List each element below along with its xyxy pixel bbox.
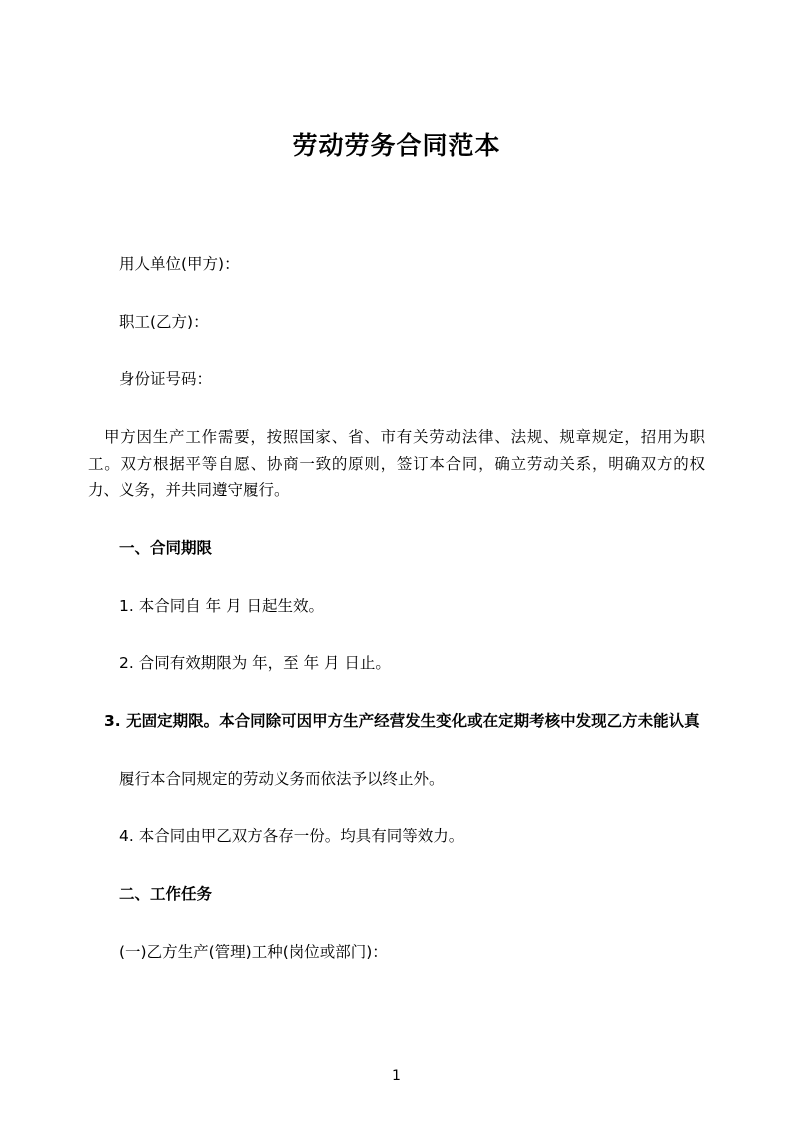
paragraph-preamble: 甲方因生产工作需要，按照国家、省、市有关劳动法律、法规、规章规定，招用为职工。双方根据平等自愿、协商一致的原则，签订本合同，确立劳动关系，明确双方的权力、义务，并共同遵守履行。 <box>88 427 705 500</box>
paragraph-employee-field: 职工(乙方)： <box>119 312 209 331</box>
paragraph-term-item-4: 4. 本合同由甲乙双方各存一份。均具有同等效力。 <box>119 827 465 846</box>
paragraph-id-number-field: 身份证号码： <box>119 370 213 389</box>
paragraph-term-item-2: 2. 合同有效期限为 年，至 年 月 日止。 <box>119 654 391 673</box>
section-heading-contract-term: 一、合同期限 <box>119 538 213 557</box>
document-body <box>88 251 705 965</box>
paragraph-term-item-3-cont: 履行本合同规定的劳动义务而依法予以终止外。 <box>119 769 445 788</box>
paragraph-employer-field: 用人单位(甲方)： <box>119 255 240 273</box>
page-title: 劳动劳务合同范本 <box>292 131 501 160</box>
paragraph-term-item-3: 3. 无固定期限。本合同除可因甲方生产经营发生变化或在定期考核中发现乙方未能认真 <box>104 711 700 730</box>
page-number: 1 <box>392 1068 401 1084</box>
paragraph-term-item-1: 1. 本合同自 年 月 日起生效。 <box>119 596 324 615</box>
section-heading-work-duties: 二、工作任务 <box>119 884 213 903</box>
paragraph-work-duties-item-1: (一)乙方生产(管理)工种(岗位或部门)： <box>119 942 388 961</box>
